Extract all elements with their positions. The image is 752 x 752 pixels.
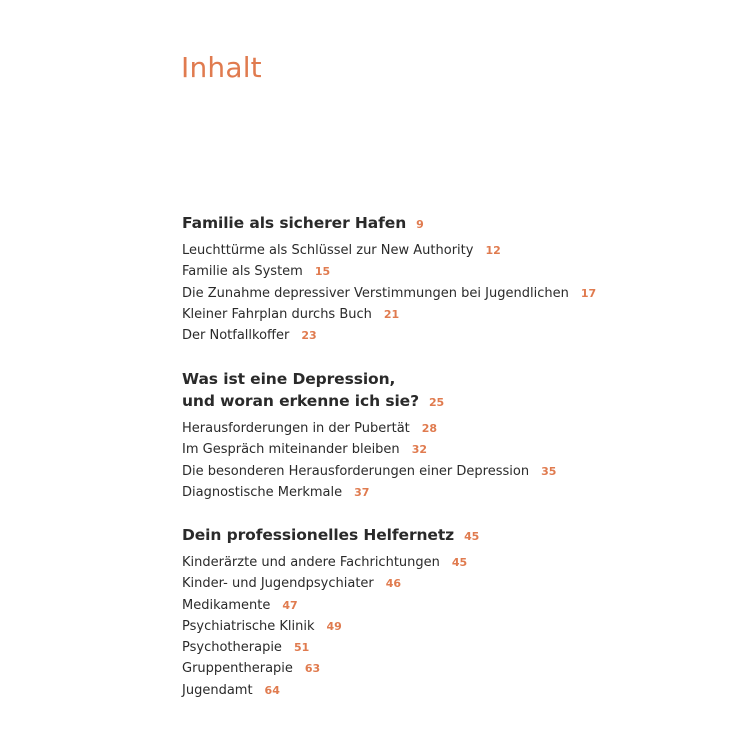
chapter-page-number: 9 — [416, 218, 424, 231]
toc-entry-page-number: 63 — [304, 662, 321, 676]
toc-entry-page-number: 45 — [451, 556, 468, 569]
toc-entry-label: Jugendamt — [182, 682, 253, 698]
toc-entry-page-number: 32 — [411, 443, 427, 457]
toc-section — [182, 524, 479, 701]
chapter-heading[interactable] — [182, 524, 479, 548]
chapter-page-number: 45 — [464, 530, 480, 543]
toc-entry[interactable] — [182, 680, 479, 701]
toc-entry-label: Diagnostische Merkmale — [182, 484, 343, 500]
toc-entry[interactable] — [182, 552, 479, 573]
toc-entry-page-number: 15 — [314, 265, 331, 279]
toc-entry[interactable] — [182, 482, 556, 503]
toc-entry-page-number: 23 — [301, 329, 317, 343]
chapter-title: Dein professionelles Helfernetz — [182, 526, 455, 544]
toc-entry-page-number: 51 — [293, 641, 310, 655]
toc-entry-page-number: 64 — [264, 683, 280, 697]
toc-section — [182, 212, 596, 346]
toc-entry-label: Familie als System — [182, 264, 303, 280]
toc-entry[interactable] — [182, 261, 596, 282]
toc-entry[interactable] — [182, 283, 596, 304]
toc-entry-page-number: 28 — [421, 422, 438, 435]
toc-entry-page-number: 21 — [383, 307, 400, 321]
toc-entry-label: Der Notfallkoffer — [182, 328, 290, 344]
toc-entry[interactable] — [182, 616, 479, 637]
toc-entry-page-number: 47 — [282, 598, 298, 612]
toc-entry[interactable] — [182, 573, 479, 594]
toc-entry-page-number: 12 — [485, 244, 501, 257]
toc-entry-label: Psychiatrische Klinik — [182, 618, 315, 634]
toc-entry-label: Im Gespräch miteinander bleiben — [182, 442, 400, 458]
chapter-title: Familie als sicherer Hafen — [182, 214, 407, 232]
chapter-title-line: Was ist eine Depression, — [182, 370, 396, 388]
toc-entry[interactable] — [182, 439, 556, 460]
toc-entry[interactable] — [182, 240, 596, 261]
toc-entry[interactable] — [182, 325, 596, 346]
toc-entry-list — [182, 240, 596, 346]
toc-entry-page-number: 37 — [354, 485, 370, 499]
toc-entry-label: Gruppentherapie — [182, 661, 293, 677]
toc-entry-list — [182, 418, 556, 503]
toc-entry[interactable] — [182, 461, 556, 482]
toc-entry-page-number: 35 — [541, 464, 557, 478]
toc-section — [182, 368, 556, 503]
toc-entry[interactable] — [182, 637, 479, 658]
toc-entry-label: Kinderärzte und andere Fachrichtungen — [182, 555, 440, 570]
toc-entry-label: Kinder- und Jugendpsychiater — [182, 576, 374, 592]
toc-entry-label: Kleiner Fahrplan durchs Buch — [182, 306, 372, 322]
chapter-heading[interactable] — [182, 212, 596, 236]
toc-entry-label: Leuchttürme als Schlüssel zur New Authority — [182, 243, 474, 258]
toc-entry[interactable] — [182, 658, 479, 679]
toc-entry-label: Psychotherapie — [182, 640, 282, 656]
toc-entry-page-number: 17 — [580, 286, 597, 300]
toc-entry[interactable] — [182, 595, 479, 616]
chapter-heading[interactable] — [182, 368, 556, 414]
toc-entry-label: Herausforderungen in der Pubertät — [182, 421, 410, 436]
toc-entry-label: Medikamente — [182, 597, 271, 613]
toc-entry-page-number: 49 — [326, 619, 342, 633]
toc-entry-label: Die besonderen Herausforderungen einer Depression — [182, 463, 530, 479]
chapter-title-line: und woran erkenne ich sie? — [182, 392, 419, 410]
toc-entry[interactable] — [182, 418, 556, 439]
toc-entry-label: Die Zunahme depressiver Verstimmungen bei Jugendlichen — [182, 285, 569, 301]
toc-entry-page-number: 46 — [385, 577, 402, 591]
toc-entry[interactable] — [182, 304, 596, 325]
chapter-page-number: 25 — [428, 396, 445, 409]
page-title: Inhalt — [181, 51, 262, 84]
toc-entry-list — [182, 552, 479, 701]
